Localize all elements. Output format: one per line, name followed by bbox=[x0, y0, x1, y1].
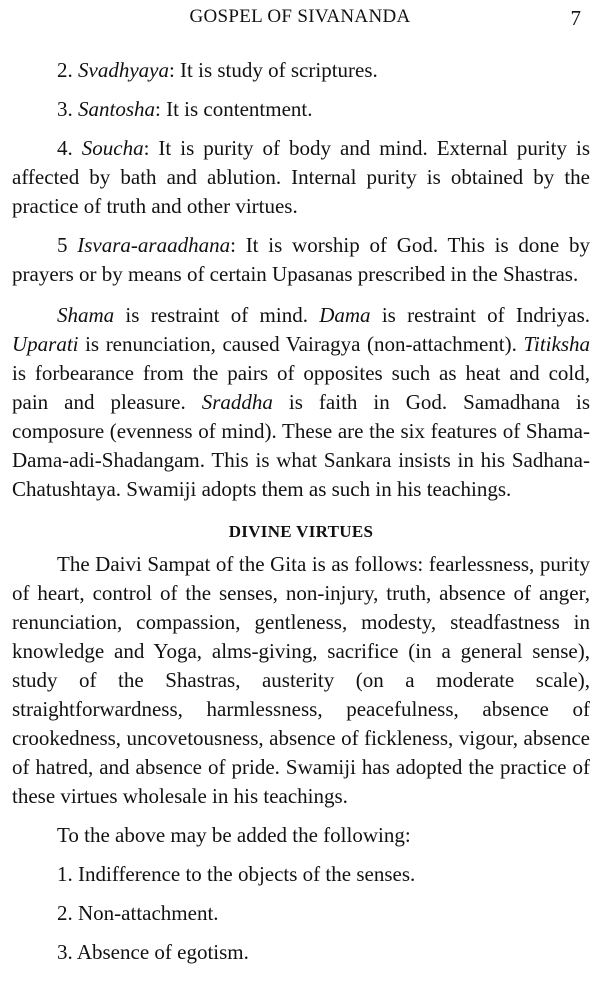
list-item: 2. Non-attachment. bbox=[57, 901, 219, 925]
item-term: Isvara-araadhana bbox=[77, 233, 231, 257]
term-shama: Shama bbox=[57, 303, 115, 327]
term-titiksha: Titiksha bbox=[523, 332, 590, 356]
item-text: : It is worship of God. This is done by prayers or by means of certain Upasanas prescribed in the Shastras. bbox=[12, 233, 590, 286]
term-sraddha: Sraddha bbox=[201, 390, 273, 414]
page-number: 7 bbox=[570, 6, 581, 30]
shadangam-text-4: is forbearance from the pairs of opposites such as heat and cold, pain and pleasure. bbox=[12, 361, 590, 414]
niyama-item-isvara-araadhana bbox=[12, 231, 590, 289]
list-intro: To the above may be added the following: bbox=[57, 823, 411, 847]
page-body bbox=[12, 56, 590, 967]
niyama-item-svadhyaya bbox=[12, 56, 590, 85]
item-number: 2. bbox=[57, 58, 78, 82]
shadangam-paragraph bbox=[12, 301, 590, 504]
shadangam-text-2: is restraint of Indriyas. bbox=[370, 303, 590, 327]
item-number: 3. bbox=[57, 97, 78, 121]
page-header bbox=[0, 4, 600, 34]
term-dama: Dama bbox=[319, 303, 371, 327]
running-title: GOSPEL OF SIVANANDA bbox=[189, 6, 411, 27]
niyama-item-soucha bbox=[12, 134, 590, 221]
item-text: : It is study of scriptures. bbox=[168, 58, 378, 82]
item-term: Svadhyaya bbox=[78, 58, 169, 82]
niyama-item-santosha bbox=[12, 95, 590, 124]
divine-virtues-paragraph: The Daivi Sampat of the Gita is as follows: fearlessness, purity of heart, control of the senses, non-injury, truth, absence of anger, renunciation, compassion, gentleness, modesty, steadfastness in knowledge and Yoga, alms-giving, sacrifice (in a general sense), study of the Shastras, austerity (on a moderate scale), straightforwardness, harmlessness, peacefulness, absence of crookedness, uncovetousness, absence of fickleness, vigour, absence of hatred, and absence of pride. Swamiji has adopted the practice of these virtues wholesale in his teachings. bbox=[12, 552, 590, 808]
term-uparati: Uparati bbox=[12, 332, 79, 356]
list-item: 1. Indifference to the objects of the senses. bbox=[57, 862, 416, 886]
shadangam-text-3: is renunciation, caused Vairagya (non-attachment). bbox=[78, 332, 524, 356]
shadangam-text-1: is restraint of mind. bbox=[114, 303, 320, 327]
section-heading: DIVINE VIRTUES bbox=[228, 522, 374, 541]
item-term: Soucha bbox=[81, 136, 144, 160]
item-number: 5 bbox=[57, 233, 78, 257]
item-number: 4. bbox=[57, 136, 82, 160]
item-text: : It is purity of body and mind. External purity is affected by bath and ablution. Internal purity is obtained by the practice of truth and other virtues. bbox=[12, 136, 591, 218]
shadangam-text-5: is faith in God. Samadhana is composure (evenness of mind). These are the six features of Shama-Dama-adi-Shadangam. This is what Sankara insists in his Sadhana-Chatushtaya. Swamiji adopts them as such in his teachings. bbox=[12, 390, 590, 501]
list-item: 3. Absence of egotism. bbox=[57, 940, 249, 964]
item-term: Santosha bbox=[78, 97, 156, 121]
item-text: : It is contentment. bbox=[155, 97, 313, 121]
